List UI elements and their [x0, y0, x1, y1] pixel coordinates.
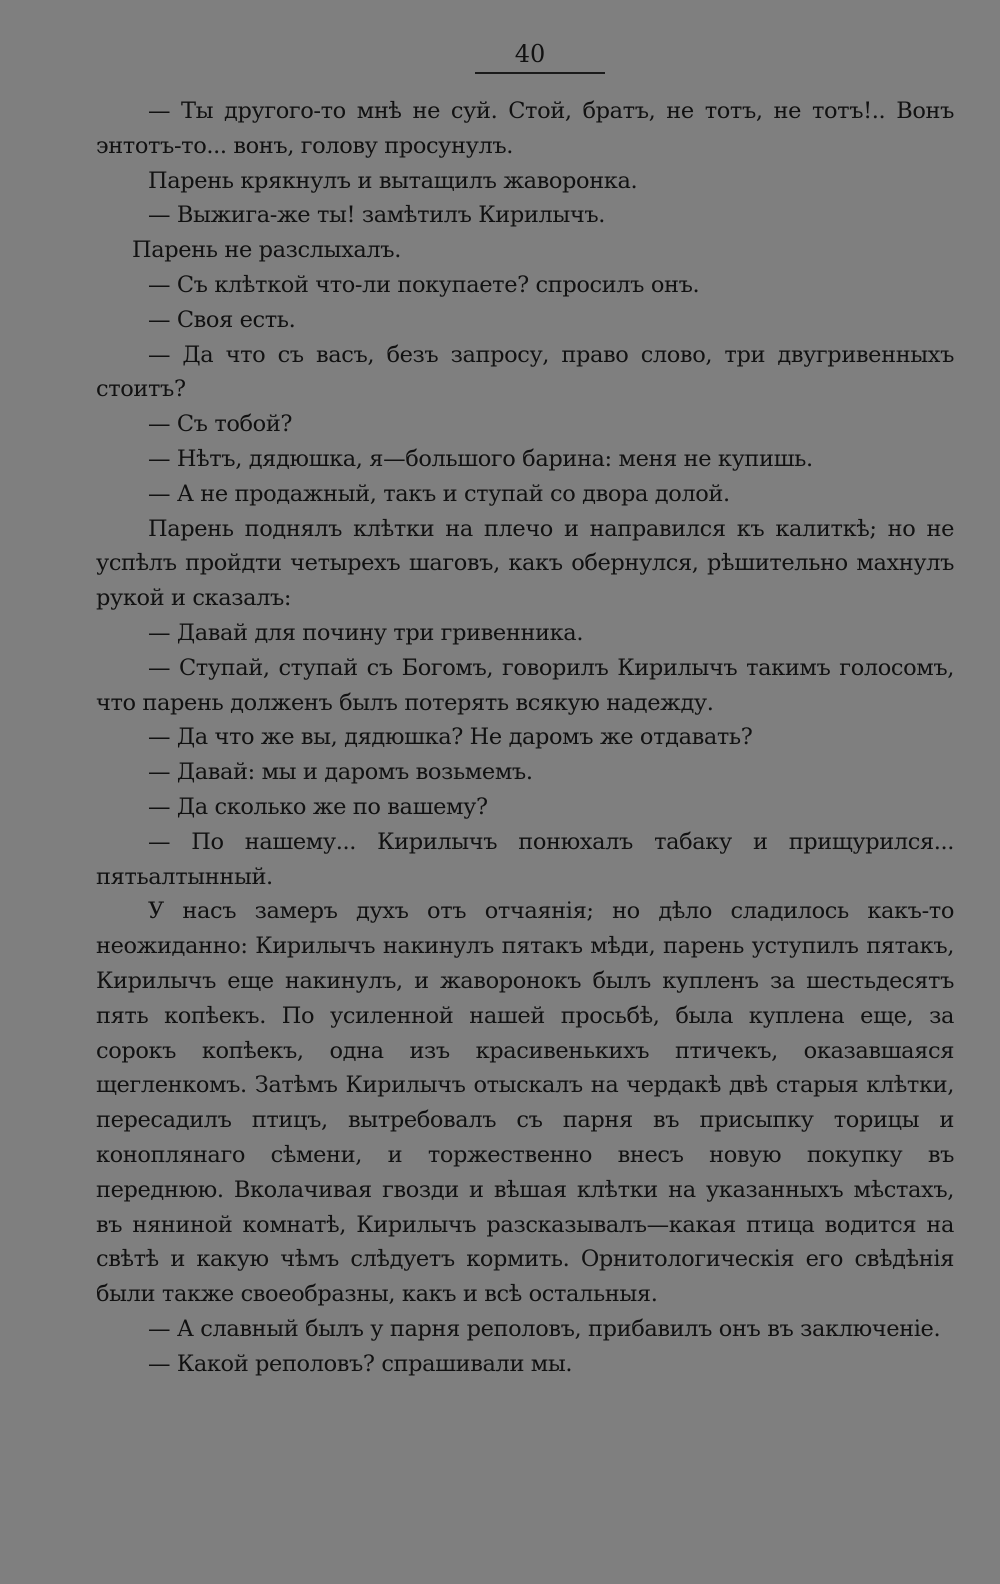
paragraph: — Да сколько же по вашему? [148, 793, 488, 820]
paragraph: — Да что съ васъ, безъ запросу, право слово, три двугривенныхъ стоитъ? [96, 341, 954, 403]
paragraph: — Съ тобой? [148, 411, 293, 438]
paragraph: — Да что же вы, дядюшка? Не даромъ же отдавать? [148, 724, 753, 751]
body-text [96, 94, 954, 1381]
page-number-rule [475, 72, 605, 74]
paragraph: — Давай: мы и даромъ возьмемъ. [148, 759, 533, 786]
paragraph: Парень поднялъ клѣтки на плечо и направился къ калиткѣ; но не успѣлъ пройдти четырехъ шаговъ, какъ обернулся, рѣшительно махнулъ рукой и сказалъ: [96, 515, 954, 612]
paragraph: Парень крякнулъ и вытащилъ жаворонка. [148, 167, 638, 194]
paragraph: Парень не разслыхалъ. [132, 237, 401, 264]
page-number: 40 [514, 40, 546, 68]
paragraph: У насъ замеръ духъ отъ отчаянія; но дѣло сладилось какъ-то неожиданно: Кирилычъ накинулъ пятакъ мѣди, парень уступилъ пятакъ, Кирилычъ еще накинулъ, и жаворонокъ былъ купленъ за шестьдесятъ пять копѣекъ. По усиленной нашей просьбѣ, была куплена еще, за сорокъ копѣекъ, одна изъ красивенькихъ птичекъ, оказавшаяся щегленкомъ. Затѣмъ Кирилычъ отыскалъ на чердакѣ двѣ старыя клѣтки, пересадилъ птицъ, вытребовалъ съ парня въ присыпку торицы и коноплянаго сѣмени, и торжественно внесъ новую покупку въ переднюю. Вколачивая гвозди и вѣшая клѣтки на указанныхъ мѣстахъ, въ няниной комнатѣ, Кирилычъ разсказывалъ—какая птица водится на свѣтѣ и какую чѣмъ слѣдуетъ кормить. Орнитологическія его свѣдѣнія были также своеобразны, какъ и всѣ остальныя. [96, 898, 954, 1308]
book-page [96, 40, 954, 1381]
paragraph: — Ступай, ступай съ Богомъ, говорилъ Кирилычъ такимъ голосомъ, что парень долженъ былъ потерять всякую надежду. [96, 654, 954, 716]
paragraph: — Нѣтъ, дядюшка, я—большого барина: меня не купишь. [148, 445, 813, 472]
paragraph: — Какой реполовъ? спрашивали мы. [148, 1350, 573, 1377]
paragraph: — Выжига-же ты! замѣтилъ Кирилычъ. [148, 202, 606, 229]
paragraph: — По нашему... Кирилычъ понюхалъ табаку и прищурился... пятьалтынный. [96, 828, 954, 890]
paragraph: — Давай для почину три гривенника. [148, 619, 584, 646]
paragraph: — Съ клѣткой что-ли покупаете? спросилъ онъ. [148, 271, 700, 298]
paragraph: — А славный былъ у парня реполовъ, прибавилъ онъ въ заключеніе. [148, 1315, 941, 1342]
paragraph: — Своя есть. [148, 306, 296, 333]
paragraph: — А не продажный, такъ и ступай со двора долой. [148, 480, 730, 507]
paragraph: — Ты другого-то мнѣ не суй. Стой, братъ, не тотъ, не тотъ!.. Вонъ энтотъ-то... вонъ, голову просунулъ. [96, 98, 954, 159]
